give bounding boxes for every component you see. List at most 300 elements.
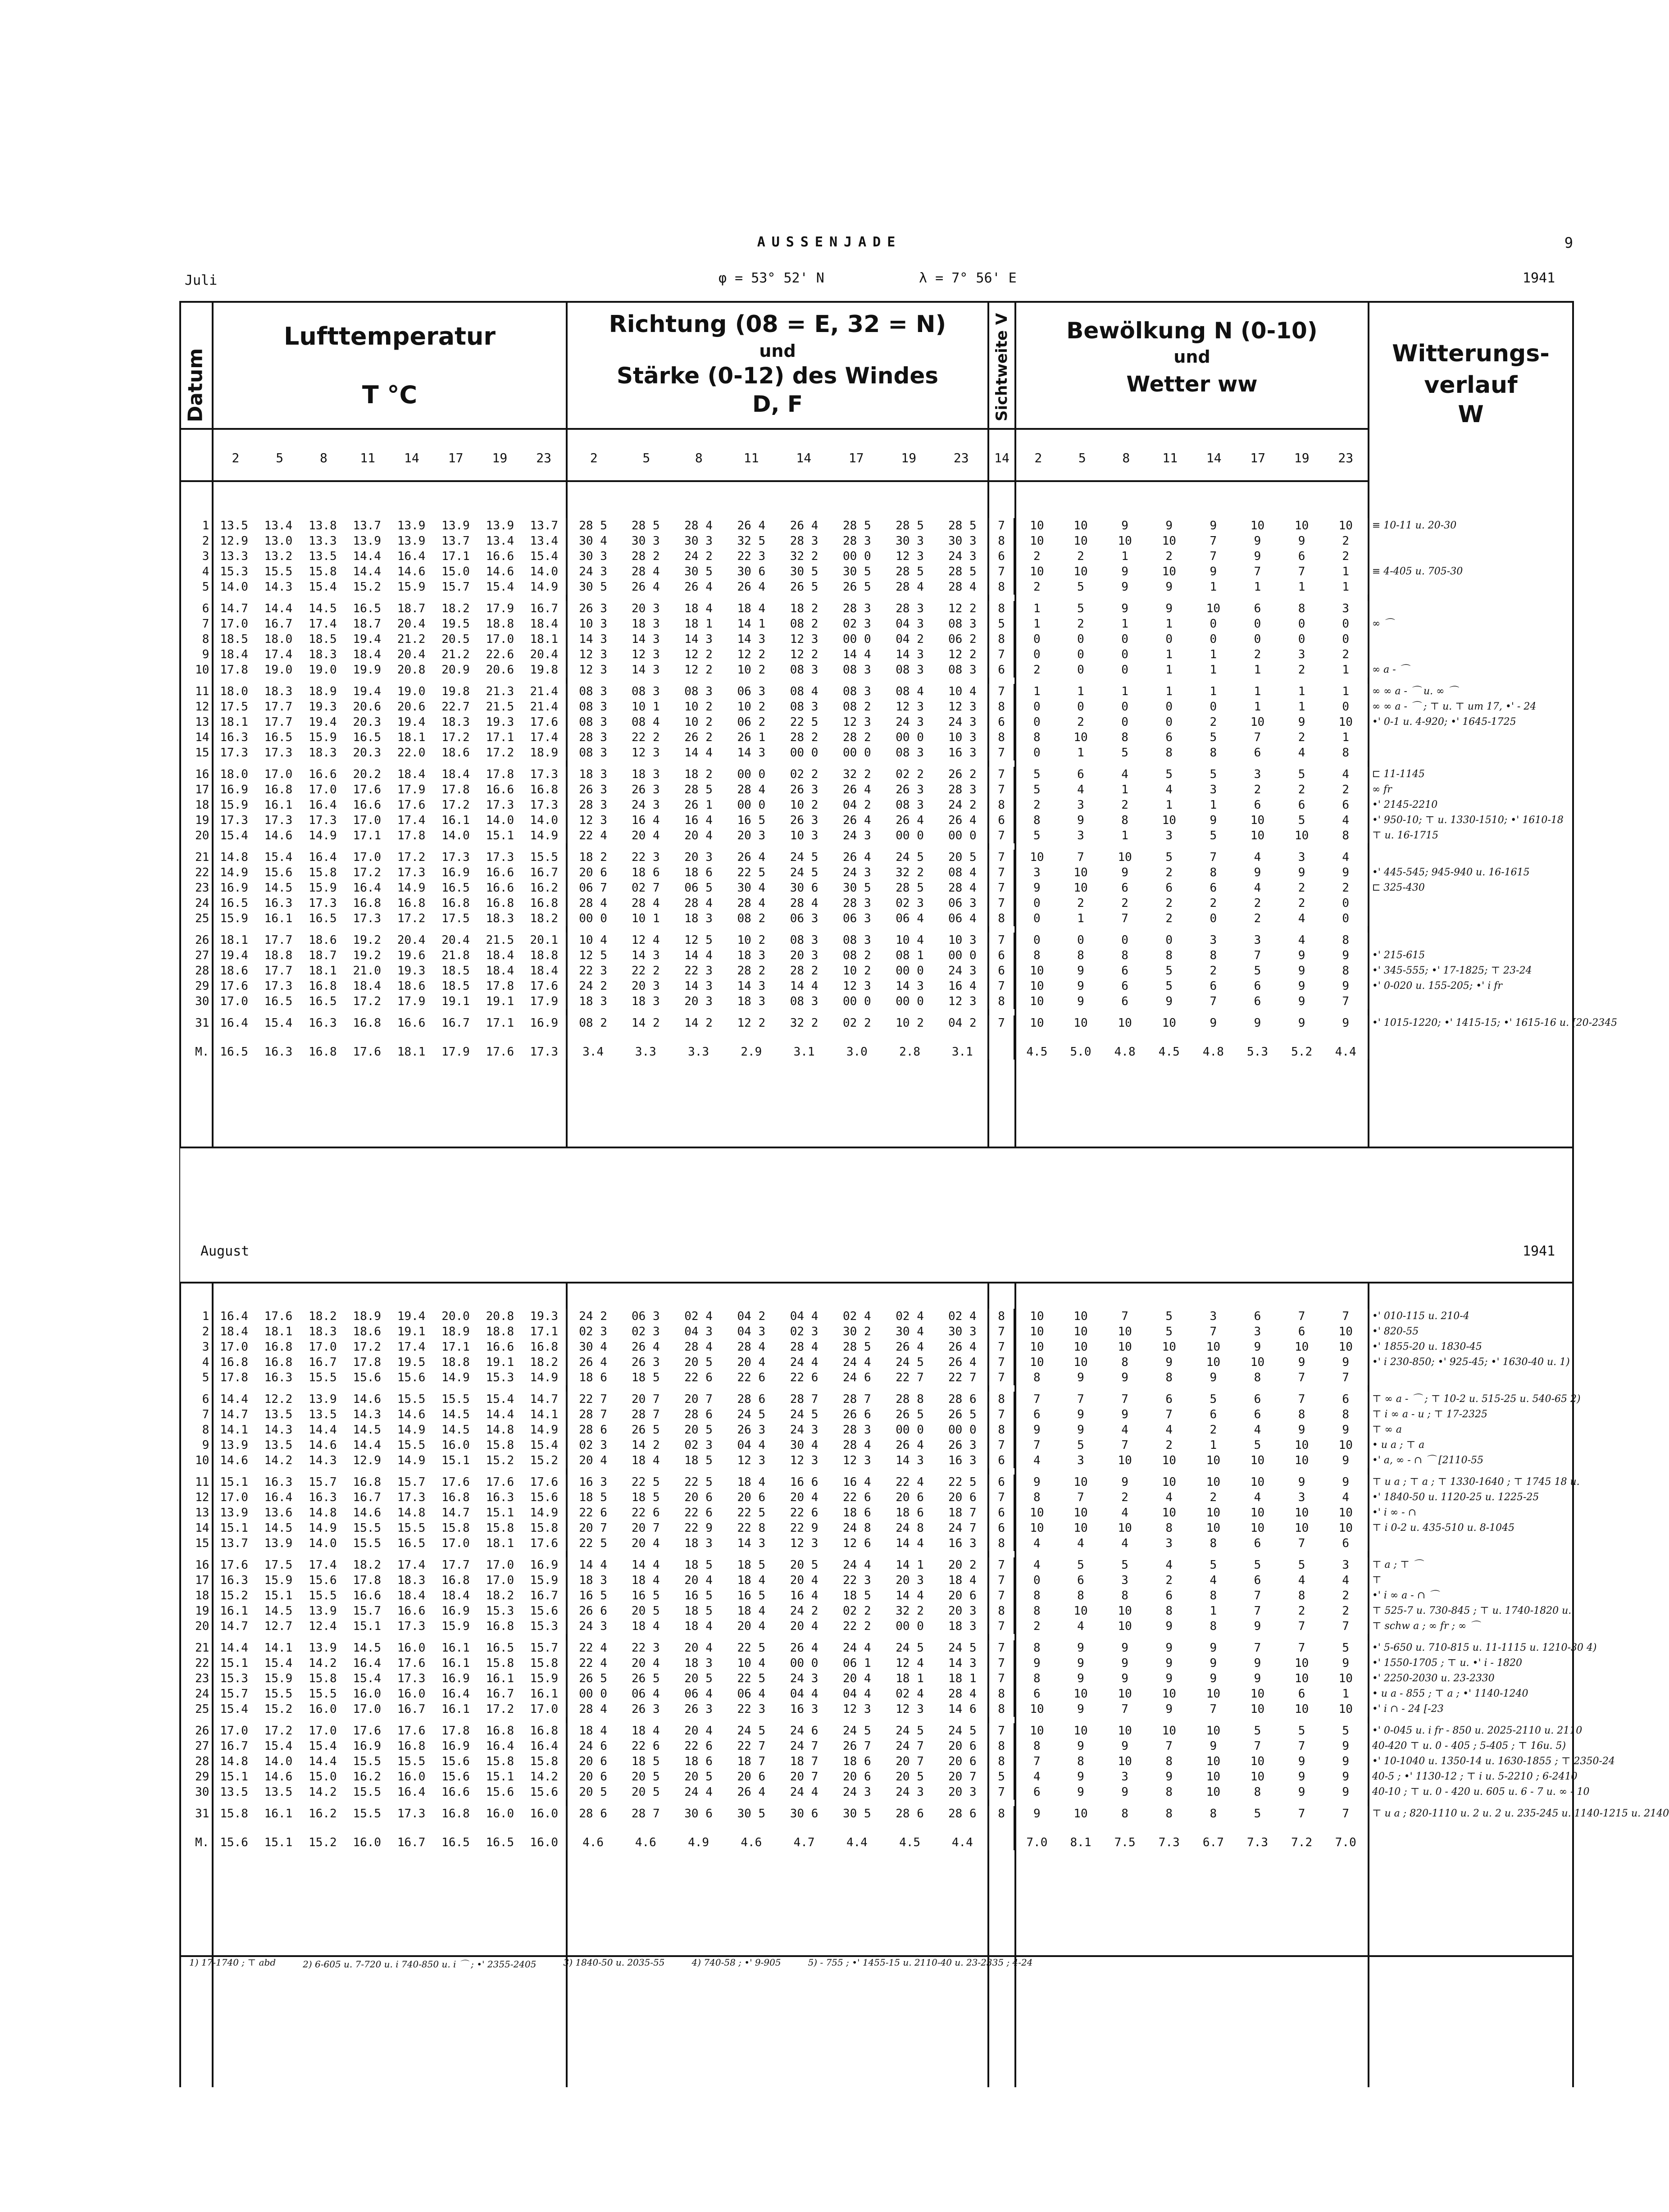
- cloud-cell: 3: [1165, 1537, 1173, 1550]
- temp-cell: 19.0: [264, 663, 293, 677]
- wind-cell: 26 6: [843, 1408, 871, 1421]
- weather-note-cell: •' 0-1 u. 4-920; •' 1645-1725: [1372, 716, 1516, 728]
- weather-note-cell: [1368, 632, 1572, 647]
- mean-temp-cell: 16.0: [522, 1821, 566, 1850]
- wind-cell: 12 2: [936, 601, 989, 616]
- temp-cell: 16.7: [397, 1702, 426, 1716]
- temp-cell: 15.1: [486, 829, 514, 842]
- wind-cell: 18 3: [684, 912, 713, 925]
- wind-cell: 12 3: [896, 1702, 924, 1716]
- day-cell: 10: [195, 1454, 209, 1467]
- cloud-cell: 0: [1121, 700, 1128, 714]
- wind-cell: 18 3: [579, 1574, 607, 1587]
- cloud-hours: 2 5 8 11 14 17 19 23: [1034, 451, 1354, 465]
- temp-cell: 16.8: [264, 1340, 293, 1354]
- cloud-cell: 9: [1254, 550, 1261, 563]
- wind-cell: 14 3: [737, 633, 766, 646]
- wind-cell: 12 5: [579, 949, 607, 962]
- temp-cell: 18.2: [309, 1310, 337, 1323]
- wind-cell: 26 4: [737, 580, 766, 594]
- wind-cell: 14 3: [684, 633, 713, 646]
- cloud-cell: 9: [1298, 995, 1305, 1008]
- wind-cell: 20 4: [632, 1657, 660, 1670]
- visibility-cell: 6: [989, 715, 1014, 730]
- temp-cell: 16.6: [309, 768, 337, 781]
- temp-cell: 17.1: [486, 731, 514, 744]
- wind-cell: 18 6: [684, 1755, 713, 1768]
- table-row: [180, 948, 1572, 963]
- temp-cell: 18.1: [264, 1325, 293, 1338]
- cloud-cell: 10: [1206, 1521, 1221, 1535]
- cloud-cell: 2: [1324, 647, 1368, 662]
- cloud-cell: 4: [1298, 933, 1305, 947]
- wind-cell: 18 4: [632, 1724, 660, 1738]
- cloud-cell: 4: [1324, 813, 1368, 828]
- temp-cell: 15.5: [353, 1785, 382, 1799]
- year-label-august: 1941: [1523, 1243, 1555, 1259]
- cloud-cell: 1: [1165, 617, 1173, 631]
- temp-cell: 17.3: [397, 1620, 426, 1633]
- wind-cell: 26 5: [632, 1672, 660, 1685]
- temp-cell: 15.2: [486, 1454, 514, 1467]
- temp-cell: 16.8: [441, 1491, 470, 1504]
- table-row: [180, 979, 1572, 994]
- temp-cell: 17.8: [220, 663, 248, 677]
- cloud-cell: 2: [1254, 783, 1261, 797]
- wind-cell: 08 3: [684, 685, 713, 698]
- temp-cell: 14.4: [486, 1408, 514, 1421]
- visibility-cell: 7: [989, 1656, 1014, 1671]
- cloud-cell: 7: [1324, 994, 1368, 1009]
- wind-cell: 26 4: [936, 1355, 989, 1370]
- wind-cell: 24 3: [843, 829, 871, 842]
- mean-cloud-cell: 4.8: [1114, 1045, 1136, 1059]
- weather-note-cell: ⊏ 325-430: [1372, 882, 1425, 893]
- wind-cell: 08 2: [579, 1016, 607, 1030]
- wind-cell: 06 3: [632, 1310, 660, 1323]
- visibility-cell: 8: [989, 1754, 1014, 1769]
- temp-cell: 21.2: [441, 648, 470, 661]
- day-cell: 4: [202, 1356, 209, 1369]
- wind-cell: 26 3: [896, 783, 924, 797]
- temp-cell: 18.3: [397, 1574, 426, 1587]
- cloud-cell: 7: [1254, 731, 1261, 744]
- wind-cell: 02 2: [790, 768, 819, 781]
- cloud-cell: 2: [1121, 897, 1128, 910]
- cloud-cell: 10: [1324, 1339, 1368, 1355]
- wind-cell: 28 5: [936, 564, 989, 579]
- cloud-cell: 2: [1324, 533, 1368, 549]
- row-gap: [180, 1009, 1572, 1015]
- wind-cell: 08 3: [790, 663, 819, 677]
- cloud-cell: 9: [1298, 534, 1305, 548]
- temp-cell: 17.5: [264, 1558, 293, 1572]
- cloud-cell: 0: [1033, 746, 1041, 760]
- cloud-cell: 2: [1324, 1588, 1368, 1603]
- wind-cell: 24 5: [936, 1723, 989, 1739]
- temp-cell: 14.5: [309, 602, 337, 615]
- temp-cell: 17.1: [441, 1340, 470, 1354]
- wind-cell: 16 3: [936, 1536, 989, 1551]
- temp-cell: 16.0: [441, 1438, 470, 1452]
- wind-cell: 22 6: [684, 1739, 713, 1753]
- temp-cell: 15.5: [397, 1521, 426, 1535]
- temp-cell: 19.1: [397, 1325, 426, 1338]
- wind-cell: 04 4: [790, 1310, 819, 1323]
- cloud-cell: 10: [1118, 1016, 1132, 1030]
- temp-cell: 19.4: [220, 949, 248, 962]
- visibility-cell: 6: [989, 662, 1014, 678]
- cloud-cell: 0: [1254, 617, 1261, 631]
- wind-cell: 30 2: [843, 1325, 871, 1338]
- wind-cell: 26 5: [843, 580, 871, 594]
- temp-cell: 16.0: [397, 1770, 426, 1784]
- temp-cell: 16.4: [486, 1739, 514, 1753]
- table-row: [180, 767, 1572, 782]
- weather-note-cell: •' 0-045 u. i fr - 850 u. 2025-2110 u. 2110: [1372, 1725, 1583, 1736]
- temp-cell: 17.9: [397, 995, 426, 1008]
- wind-cell: 24 4: [843, 1356, 871, 1369]
- wind-cell: 22 5: [737, 1641, 766, 1655]
- temp-cell: 14.9: [220, 866, 248, 879]
- cloud-cell: 8: [1033, 814, 1041, 827]
- cloud-cell: 9: [1121, 1739, 1128, 1753]
- wind-cell: 22 6: [737, 1371, 766, 1384]
- cloud-cell: 4: [1077, 1537, 1084, 1550]
- cloud-cell: 10: [1118, 1724, 1132, 1738]
- cloud-cell: 10: [1162, 1340, 1176, 1354]
- wind-cell: 16 6: [790, 1475, 819, 1489]
- visibility-cell: 8: [989, 533, 1014, 549]
- weather-note-cell: • u a ; ⊤ a: [1372, 1439, 1425, 1451]
- cloud-cell: 7: [1210, 550, 1217, 563]
- temp-cell: 15.8: [522, 1520, 566, 1536]
- wind-cell: 02 3: [790, 1325, 819, 1338]
- cloud-cell: 4: [1033, 1770, 1041, 1784]
- temp-cell: 15.9: [264, 1672, 293, 1685]
- mean-temp-cell: 18.1: [397, 1045, 426, 1059]
- cloud-cell: 10: [1162, 1506, 1176, 1520]
- wind-cell: 18 4: [737, 1475, 766, 1489]
- wind-cell: 20 3: [684, 995, 713, 1008]
- table-row: [180, 1784, 1572, 1800]
- cloud-cell: 2: [1298, 1604, 1305, 1618]
- mean-cloud-cell: 5.0: [1070, 1045, 1091, 1059]
- cloud-cell: 4: [1033, 1537, 1041, 1550]
- wind-cell: 14 3: [737, 1537, 766, 1550]
- wind-cell: 08 3: [843, 663, 871, 677]
- temp-cell: 17.6: [522, 1475, 566, 1490]
- cloud-cell: 10: [1206, 1770, 1221, 1784]
- cloud-cell: 3: [1210, 933, 1217, 947]
- row-gap: [180, 760, 1572, 767]
- wind-cell: 14 6: [936, 1702, 989, 1717]
- cloud-cell: 2: [1077, 617, 1084, 631]
- day-cell: 29: [195, 1770, 209, 1784]
- wind-cell: 20 4: [632, 1537, 660, 1550]
- temp-cell: 14.4: [353, 1438, 382, 1452]
- wind-cell: 18 5: [684, 1454, 713, 1467]
- cloud-cell: 10: [1250, 1521, 1265, 1535]
- cloud-cell: 2: [1210, 1491, 1217, 1504]
- temp-cell: 15.4: [309, 580, 337, 594]
- cloud-cell: 5: [1033, 783, 1041, 797]
- mean-temp-cell: 17.9: [441, 1045, 470, 1059]
- wind-cell: 28 5: [936, 518, 989, 533]
- cloud-cell: 4: [1077, 783, 1084, 797]
- visibility-cell: 7: [989, 1370, 1014, 1385]
- temp-cell: 16.5: [353, 731, 382, 744]
- temp-cell: 16.9: [522, 1015, 566, 1031]
- temp-cell: 17.9: [397, 783, 426, 797]
- cloud-cell: 10: [1030, 995, 1044, 1008]
- day-cell: 5: [202, 1371, 209, 1384]
- temp-cell: 14.6: [309, 1438, 337, 1452]
- weather-note-cell: •' 2145-2210: [1372, 799, 1438, 810]
- temp-cell: 15.9: [309, 881, 337, 895]
- cloud-cell: 10: [1324, 1324, 1368, 1339]
- temp-cell: 14.5: [264, 1604, 293, 1618]
- wind-cell: 14 3: [896, 1454, 924, 1467]
- temp-cell: 18.8: [264, 949, 293, 962]
- temp-cell: 16.3: [264, 1371, 293, 1384]
- table-row: [180, 933, 1572, 948]
- cloud-cell: 2: [1165, 1438, 1173, 1452]
- cloud-cell: 8: [1324, 963, 1368, 979]
- cloud-cell: 10: [1162, 1454, 1176, 1467]
- cloud-cell: 7: [1121, 1310, 1128, 1323]
- wind-cell: 18 4: [936, 1573, 989, 1588]
- cloud-cell: 9: [1324, 1422, 1368, 1438]
- day-cell: 19: [195, 1604, 209, 1618]
- wind-cell: 06 2: [737, 715, 766, 729]
- cloud-cell: 4: [1165, 1558, 1173, 1572]
- wind-cell: 22 4: [579, 1641, 607, 1655]
- cloud-cell: 0: [1165, 933, 1173, 947]
- cloud-cell: 9: [1121, 1408, 1128, 1421]
- weather-note-cell: •' a, ∞ - ∩ ⌒ [2110-55: [1372, 1455, 1484, 1466]
- frame-top: [179, 301, 1574, 303]
- cloud-cell: 4: [1210, 1574, 1217, 1587]
- cloud-cell: 7: [1077, 851, 1084, 864]
- table-row: [180, 1490, 1572, 1505]
- cloud-cell: 9: [1165, 1620, 1173, 1633]
- wind-cell: 20 6: [936, 1739, 989, 1754]
- cloud-cell: 6: [1210, 881, 1217, 895]
- row-gap: [180, 926, 1572, 933]
- temp-cell: 14.9: [309, 829, 337, 842]
- temp-cell: 16.9: [441, 1739, 470, 1753]
- wind-cell: 24 7: [936, 1520, 989, 1536]
- cloud-cell: 10: [1073, 534, 1088, 548]
- temp-cell: 19.0: [397, 685, 426, 698]
- wind-cell: 02 7: [632, 881, 660, 895]
- cloud-cell: 9: [1210, 814, 1217, 827]
- weather-header-line2: verlauf: [1424, 372, 1518, 399]
- cloud-cell: 6: [1254, 798, 1261, 812]
- cloud-cell: 0: [1033, 1574, 1041, 1587]
- temp-cell: 18.4: [522, 963, 566, 979]
- cloud-cell: 8: [1033, 1491, 1041, 1504]
- cloud-cell: 7: [1033, 1393, 1041, 1406]
- cloud-cell: 9: [1210, 1672, 1217, 1685]
- wind-cell: 16 5: [737, 814, 766, 827]
- cloud-cell: 6: [1121, 964, 1128, 978]
- weather-note-cell: ≡ 4-405 u. 705-30: [1372, 566, 1463, 577]
- day-cell: 11: [195, 685, 209, 698]
- wind-cell: 28 5: [843, 1340, 871, 1354]
- cloud-cell: 10: [1250, 1506, 1265, 1520]
- temp-cell: 14.6: [397, 1408, 426, 1421]
- wind-cell: 18 6: [684, 866, 713, 879]
- cloud-cell: 9: [1165, 1356, 1173, 1369]
- visibility-cell: 8: [989, 1309, 1014, 1324]
- temp-cell: 15.1: [486, 1506, 514, 1520]
- temp-cell: 18.4: [441, 768, 470, 781]
- temp-cell: 15.3: [486, 1371, 514, 1384]
- wind-cell: 00 0: [896, 829, 924, 842]
- cloud-cell: 6: [1254, 1537, 1261, 1550]
- temp-cell: 16.8: [486, 1724, 514, 1738]
- temp-cell: 15.6: [522, 1490, 566, 1505]
- cloud-cell: 2: [1077, 550, 1084, 563]
- cloud-cell: 9: [1210, 519, 1217, 533]
- cloud-cell: 10: [1250, 1702, 1265, 1716]
- wind-cell: 24 3: [843, 1785, 871, 1799]
- cloud-cell: 1: [1254, 685, 1261, 698]
- cloud-cell: 10: [1073, 1687, 1088, 1701]
- temp-cell: 15.8: [522, 1656, 566, 1671]
- cloud-cell: 1: [1210, 648, 1217, 661]
- cloud-cell: 9: [1298, 1423, 1305, 1437]
- wind-cell: 12 3: [843, 1702, 871, 1716]
- temp-cell: 16.3: [220, 731, 248, 744]
- wind-cell: 10 3: [936, 730, 989, 745]
- cloud-cell: 3: [1254, 933, 1261, 947]
- cloud-cell: 1: [1033, 685, 1041, 698]
- wind-cell: 24 3: [896, 1785, 924, 1799]
- mean-cloud-cell: 4.8: [1202, 1045, 1224, 1059]
- wind-cell: 14 3: [632, 949, 660, 962]
- wind-cell: 18 3: [632, 995, 660, 1008]
- weather-header-line3: W: [1458, 401, 1484, 428]
- day-cell: 18: [195, 798, 209, 812]
- cloud-cell: 4: [1165, 1491, 1173, 1504]
- temp-cell: 14.9: [397, 1454, 426, 1467]
- day-cell: 1: [202, 519, 209, 533]
- cloud-cell: 6: [1165, 1589, 1173, 1602]
- temp-cell: 15.8: [522, 1754, 566, 1769]
- cloud-cell: 10: [1250, 1475, 1265, 1489]
- wind-cell: 30 3: [936, 1324, 989, 1339]
- row-gap: [180, 595, 1572, 601]
- weather-note-cell: 40-5 ; •' 1130-12 ; ⊤ i u. 5-2210 ; 6-2410: [1372, 1771, 1578, 1782]
- table-row: [180, 1324, 1572, 1339]
- wind-cell: 22 4: [896, 1475, 924, 1489]
- cloud-cell: 0: [1210, 700, 1217, 714]
- cloud-cell: 4: [1033, 1558, 1041, 1572]
- cloud-cell: 9: [1121, 580, 1128, 594]
- cloud-cell: 7: [1210, 534, 1217, 548]
- wind-cell: 28 3: [843, 1423, 871, 1437]
- visibility-cell: 7: [989, 1671, 1014, 1686]
- wind-cell: 30 5: [684, 565, 713, 578]
- temp-cell: 20.4: [397, 617, 426, 631]
- temp-cell: 17.3: [397, 866, 426, 879]
- mean-temp-cell: 16.5: [441, 1836, 470, 1849]
- wind-cell: 18 3: [579, 768, 607, 781]
- wind-cell: 26 4: [790, 519, 819, 533]
- day-cell: 18: [195, 1589, 209, 1602]
- cloud-cell: 9: [1165, 995, 1173, 1008]
- wind-cell: 22 2: [843, 1620, 871, 1633]
- temp-cell: 18.5: [441, 964, 470, 978]
- wind-cell: 12 3: [579, 663, 607, 677]
- cloud-cell: 5: [1254, 1558, 1261, 1572]
- wind-cell: 10 3: [790, 829, 819, 842]
- cloud-cell: 0: [1210, 633, 1217, 646]
- cloud-cell: 6: [1298, 1687, 1305, 1701]
- wind-cell: 20 5: [790, 1558, 819, 1572]
- day-cell: 4: [202, 565, 209, 578]
- temp-cell: 13.9: [353, 534, 382, 548]
- temp-cell: 16.1: [441, 1657, 470, 1670]
- wind-cell: 22 4: [579, 829, 607, 842]
- visibility-cell: 7: [989, 979, 1014, 994]
- visibility-cell: 7: [989, 1588, 1014, 1603]
- wind-cell: 00 0: [843, 995, 871, 1008]
- cloud-cell: 7: [1254, 565, 1261, 578]
- temp-cell: 15.6: [441, 1770, 470, 1784]
- wind-cell: 20 6: [737, 1491, 766, 1504]
- wind-cell: 24 5: [896, 851, 924, 864]
- temp-cell: 14.8: [220, 851, 248, 864]
- cloud-cell: 9: [1121, 519, 1128, 533]
- temp-cell: 16.2: [353, 1770, 382, 1784]
- wind-cell: 08 3: [579, 746, 607, 760]
- temp-cell: 17.0: [441, 1537, 470, 1550]
- table-row: [180, 616, 1572, 632]
- temp-cell: 16.3: [264, 897, 293, 910]
- mean-temp-cell: 16.8: [309, 1045, 337, 1059]
- temp-cell: 16.8: [441, 1807, 470, 1821]
- temp-cell: 18.6: [441, 746, 470, 760]
- temp-cell: 16.8: [441, 1574, 470, 1587]
- wind-cell: 06 4: [737, 1687, 766, 1701]
- temp-cell: 17.3: [353, 912, 382, 925]
- cloud-cell: 0: [1324, 616, 1368, 632]
- wind-cell: 14 1: [896, 1558, 924, 1572]
- temp-cell: 19.4: [397, 1310, 426, 1323]
- day-cell: 22: [195, 1657, 209, 1670]
- cloud-cell: 10: [1030, 979, 1044, 993]
- temp-cell: 16.8: [522, 1723, 566, 1739]
- wind-cell: 28 4: [737, 897, 766, 910]
- temp-cell: 19.0: [309, 663, 337, 677]
- wind-cell: 08 3: [843, 933, 871, 947]
- table-row: [180, 1370, 1572, 1385]
- wind-cell: 22 6: [843, 1491, 871, 1504]
- cloud-cell: 6: [1298, 550, 1305, 563]
- temp-cell: 15.8: [309, 866, 337, 879]
- cloud-cell: 1: [1324, 662, 1368, 678]
- temp-cell: 17.4: [309, 1558, 337, 1572]
- day-cell: 30: [195, 995, 209, 1008]
- cloud-cell: 7: [1210, 1702, 1217, 1716]
- footnote-4: 4) 740-58 ; •' 9-905: [691, 1957, 781, 1968]
- temp-cell: 16.8: [353, 897, 382, 910]
- wind-cell: 18 6: [579, 1371, 607, 1384]
